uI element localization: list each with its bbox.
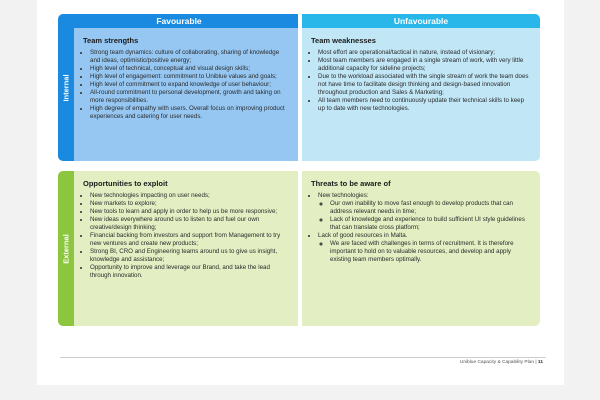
list-item — [318, 232, 532, 264]
list-item: • High level of engagement: commitment to Uniblue values and goals; — [90, 73, 290, 81]
opportunities-list — [82, 192, 290, 280]
list-item: • Most team members are engaged in a single stream of work, with very little additional capacity for sideline projects; — [318, 57, 532, 73]
list-item: • New tools to learn and apply in order to help us be more responsive; — [90, 208, 290, 216]
threats-sublist — [318, 240, 532, 264]
list-item: • Strong team dynamics: culture of collaborating, sharing of knowledge and ideas, optimistic/positive energy; — [90, 49, 290, 65]
list-item: ◦ Lack of knowledge and experience to build sufficient UI style guidelines that can translate cross platform; — [330, 216, 532, 232]
opportunities-title: Opportunities to exploit — [83, 179, 168, 188]
footer-separator: | — [535, 360, 537, 365]
header-favourable: Favourable — [60, 14, 298, 28]
side-label-external: External — [58, 171, 74, 326]
list-item: • Most effort are operational/tactical in nature, instead of visionary; — [318, 49, 532, 57]
list-item: ◦ Our own inability to move fast enough to develop products that can address relevant needs in time; — [330, 200, 532, 216]
list-item: • New markets to explore; — [90, 200, 290, 208]
threats-item-resources: Lack of good resources in Malta. — [318, 232, 408, 239]
list-item: • All team members need to continuously update their technical skills to keep up to date with new technologies. — [318, 97, 532, 113]
side-label-internal: Internal — [58, 14, 74, 161]
list-item: • High level of commitment to expand knowledge of user behaviour; — [90, 81, 290, 89]
strengths-list — [82, 49, 290, 121]
list-item: • Financial backing from investors and support from Management to try new ventures and create new products; — [90, 232, 290, 248]
page-number: 11 — [537, 360, 543, 365]
header-unfavourable: Unfavourable — [302, 14, 540, 28]
list-item: • New ideas everywhere around us to listen to and fuel our own creative/design thinking; — [90, 216, 290, 232]
page-footer — [460, 360, 543, 365]
list-item: • New technologies impacting on user needs; — [90, 192, 290, 200]
list-item: • Due to the workload associated with the single stream of work the team does not have time to facilitate design thinking and design-based innovation throughout production and Sales & Marketing; — [318, 73, 532, 97]
threats-item-new-technologies: New technologies: — [318, 192, 369, 199]
threats-title: Threats to be aware of — [311, 179, 391, 188]
threats-sublist — [318, 200, 532, 232]
strengths-title: Team strengths — [83, 36, 139, 45]
list-item: • High level of technical, conceptual and visual design skills; — [90, 65, 290, 73]
footer-divider — [60, 357, 546, 358]
threats-list — [310, 192, 532, 264]
list-item: • All-round commitment to personal development, growth and taking on more responsibilities. — [90, 89, 290, 105]
weaknesses-list — [310, 49, 532, 113]
list-item: ◦ We are faced with challenges in terms of recruitment. It is therefore important to hold on to valuable resources, and develop and apply existing team members optimally. — [330, 240, 532, 264]
quadrant-opportunities — [74, 171, 298, 326]
weaknesses-title: Team weaknesses — [311, 36, 376, 45]
list-item: • High degree of empathy with users. Overall focus on improving product experiences and catering for user needs. — [90, 105, 290, 121]
quadrant-threats — [302, 171, 540, 326]
list-item: • Strong BI, CRO and Engineering teams around us to give us insight, knowledge and assistance; — [90, 248, 290, 264]
list-item: • Opportunity to improve and leverage our Brand, and take the lead through innovation. — [90, 264, 290, 280]
quadrant-weaknesses — [302, 28, 540, 161]
footer-text: Uniblue Capacity & Capability Plan — [459, 360, 534, 365]
list-item — [318, 192, 532, 232]
quadrant-strengths — [74, 28, 298, 161]
